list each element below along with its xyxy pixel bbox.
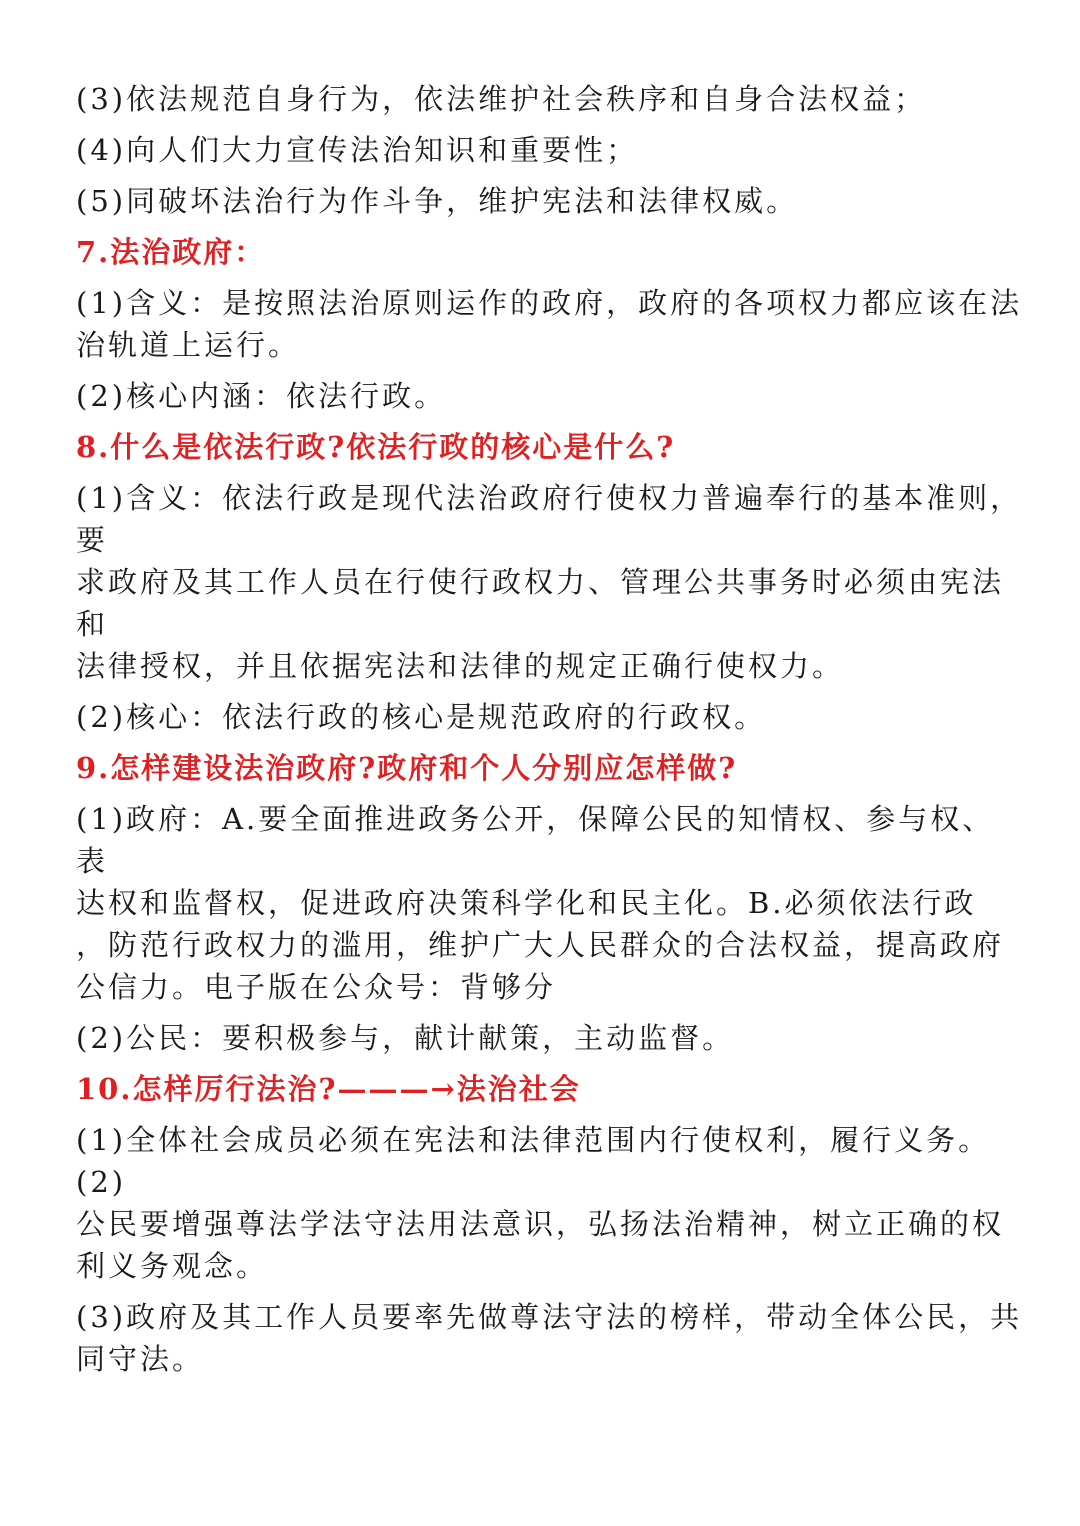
text-line: 达权和监督权，促进政府决策科学化和民主化。B.必须依法行政 (76, 886, 977, 920)
intro-item-3: (3)依法规范自身行为，依法维护社会秩序和自身合法权益； (76, 82, 927, 116)
intro-item-4: (4)向人们大力宣传法治知识和重要性； (76, 133, 639, 167)
text-line: (1)全体社会成员必须在宪法和法律范围内行使权利，履行义务。(2) (76, 1123, 991, 1199)
section-9-paragraph-2: (2)公民：要积极参与，献计献策，主动监督。 (76, 1021, 735, 1055)
text-line: (1)含义：是按照法治原则运作的政府，政府的各项权力都应该在法 (76, 286, 1023, 320)
section-10-paragraph-1 (76, 1119, 1026, 1287)
text-line: (3)政府及其工作人员要率先做尊法守法的榜样，带动全体公民，共 (76, 1300, 1023, 1334)
section-8-heading: 8.什么是依法行政?依法行政的核心是什么? (76, 430, 676, 464)
text-line: 法律授权，并且依据宪法和法律的规定正确行使权力。 (76, 649, 845, 683)
intro-item-5: (5)同破坏法治行为作斗争，维护宪法和法律权威。 (76, 184, 799, 218)
section-7-paragraph-1 (76, 282, 1026, 366)
section-10-heading: 10.怎样厉行法治?———→法治社会 (76, 1072, 581, 1106)
text-line: (1)政府：A.要全面推进政务公开，保障公民的知情权、参与权、表 (76, 802, 995, 878)
section-10-paragraph-2 (76, 1296, 1026, 1380)
text-line: 求政府及其工作人员在行使行政权力、管理公共事务时必须由宪法和 (76, 565, 1005, 641)
text-line: 治轨道上运行。 (76, 328, 301, 362)
text-line: ，防范行政权力的滥用，维护广大人民群众的合法权益，提高政府 (76, 928, 1005, 962)
section-9-paragraph-1 (76, 798, 1026, 1008)
text-line: (1)含义：依法行政是现代法治政府行使权力普遍奉行的基本准则，要 (76, 481, 1023, 557)
text-line: 公信力。电子版在公众号：背够分 (76, 970, 557, 1004)
text-line: 公民要增强尊法学法守法用法意识，弘扬法治精神，树立正确的权 (76, 1207, 1005, 1241)
text-line: 利义务观念。 (76, 1249, 269, 1283)
section-8-paragraph-2: (2)核心：依法行政的核心是规范政府的行政权。 (76, 700, 767, 734)
text-line: 同守法。 (76, 1342, 205, 1376)
section-9-heading: 9.怎样建设法治政府?政府和个人分别应怎样做? (76, 751, 738, 785)
section-7-heading: 7.法治政府： (76, 235, 266, 269)
section-7-paragraph-2: (2)核心内涵：依法行政。 (76, 379, 447, 413)
section-8-paragraph-1 (76, 477, 1026, 687)
document-page (76, 78, 1026, 1389)
